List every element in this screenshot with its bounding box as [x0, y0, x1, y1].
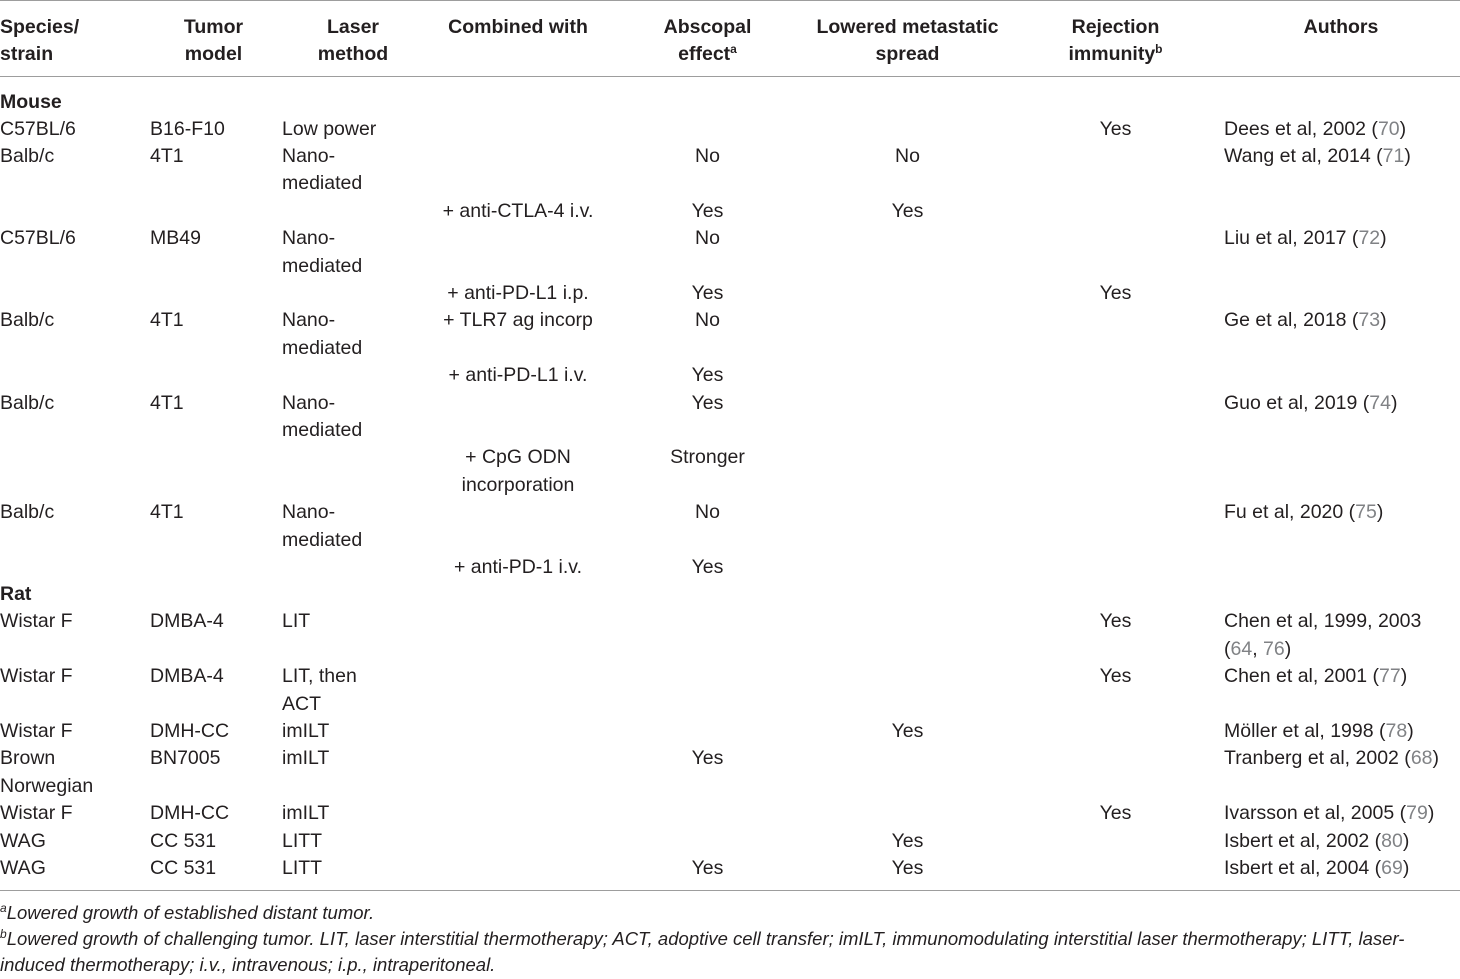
reference-link[interactable]: 77: [1379, 665, 1401, 688]
cell-laser: LIT: [282, 610, 311, 633]
footnote-b: $^b$Lowered growth of challenging tumor. LIT, laser interstitial thermotherapy; ACT, adoptive cell transfer; imILT, immunomodulating interstitial laser thermotherapy; LITT, laser-induced thermotherapy; i.v., intravenous; i.p., intraperitoneal.: [0, 927, 1405, 975]
cell-combined: + anti-PD-L1 i.v.: [448, 364, 588, 387]
cell-species: Wistar F: [0, 665, 73, 688]
cell-metastatic: No: [895, 144, 920, 167]
cell-metastatic: [806, 444, 1009, 499]
cell-rejection: [1009, 745, 1222, 800]
cell-metastatic: [806, 554, 1009, 581]
author-text: Tranberg et al, 2002 (: [1224, 747, 1411, 770]
reference-link[interactable]: 69: [1381, 857, 1403, 880]
table-row: [0, 499, 1460, 554]
cell-abscopal: [609, 828, 806, 855]
cell-tumor: CC 531: [148, 855, 279, 891]
reference-link[interactable]: 80: [1381, 829, 1403, 852]
author-text: Liu et al, 2017 (: [1224, 227, 1359, 250]
cell-species: [0, 280, 148, 307]
cell-authors: [1222, 143, 1460, 198]
cell-metastatic: Yes: [891, 199, 924, 222]
table-row: [0, 718, 1460, 745]
cell-authors: [1222, 444, 1460, 499]
table-row: [0, 800, 1460, 827]
cell-rejection: Yes: [1099, 665, 1132, 688]
cell-authors: [1222, 225, 1460, 280]
header-abscopal: Abscopal effect$^a$: [609, 3, 806, 76]
cell-laser: Nano- mediated: [282, 501, 363, 551]
cell-authors: [1222, 116, 1460, 143]
cell-abscopal: No: [695, 501, 720, 524]
table-row: [0, 608, 1460, 663]
header-rejection: Rejection immunity$^b$: [1009, 3, 1222, 76]
cell-metastatic: [806, 307, 1009, 362]
cell-authors: [1222, 745, 1460, 800]
reference-link[interactable]: 75: [1355, 501, 1377, 524]
table-row: [0, 828, 1460, 855]
cell-authors: [1222, 307, 1460, 362]
cell-metastatic: [806, 390, 1009, 445]
author-text-tail: ): [1399, 117, 1407, 140]
cell-laser: Nano- mediated: [282, 391, 363, 441]
table-row: [0, 198, 1460, 225]
author-text: Chen et al, 2001 (: [1224, 665, 1380, 688]
cell-abscopal: [609, 608, 806, 663]
header-species: Species/ strain: [0, 3, 148, 76]
cell-species: Wistar F: [0, 610, 73, 633]
cell-laser: Low power: [282, 117, 377, 140]
reference-link[interactable]: 71: [1382, 144, 1405, 167]
cell-abscopal: Yes: [691, 391, 724, 414]
cell-tumor: 4T1: [150, 144, 184, 167]
cell-metastatic: Yes: [891, 720, 924, 743]
author-text: Isbert et al, 2002 (: [1224, 829, 1382, 852]
cell-metastatic: [806, 608, 1009, 663]
cell-rejection: [1009, 225, 1222, 280]
table-row: [0, 362, 1460, 389]
author-text: Möller et al, 1998 (: [1224, 720, 1386, 743]
cell-tumor: CC 531: [150, 829, 217, 852]
cell-abscopal: Yes: [691, 281, 724, 304]
cell-species: [0, 554, 148, 581]
author-text: Isbert et al, 2004 (: [1224, 857, 1382, 880]
cell-tumor: [148, 554, 279, 581]
cell-authors: [1222, 554, 1460, 581]
cell-laser: [279, 280, 427, 307]
reference-link[interactable]: 68: [1410, 747, 1433, 770]
cell-abscopal: Yes: [691, 364, 724, 387]
cell-metastatic: [806, 116, 1009, 143]
cell-authors: [1222, 663, 1460, 718]
cell-authors: [1222, 362, 1460, 389]
cell-laser: Nano- mediated: [282, 309, 363, 359]
cell-laser: imILT: [282, 720, 330, 743]
table-row: [0, 444, 1460, 499]
cell-laser: LITT: [282, 829, 323, 852]
cell-rejection: [1009, 307, 1222, 362]
cell-combined: [427, 499, 609, 554]
reference-link[interactable]: 72: [1358, 227, 1381, 250]
cell-rejection: [1009, 718, 1222, 745]
cell-tumor: [148, 198, 279, 225]
table-row: [0, 554, 1460, 581]
reference-link[interactable]: 78: [1385, 720, 1408, 743]
cell-abscopal: Yes: [609, 855, 806, 891]
cell-rejection: [1009, 444, 1222, 499]
reference-link[interactable]: 74: [1369, 391, 1391, 414]
cell-species: Brown Norwegian: [0, 747, 94, 797]
footnote-a: $^a$Lowered growth of established distant tumor.: [0, 901, 375, 923]
reference-link[interactable]: 70: [1377, 117, 1400, 140]
cell-tumor: [148, 444, 279, 499]
table-row: [0, 745, 1460, 800]
cell-tumor: DMBA-4: [150, 610, 224, 633]
reference-link[interactable]: 79: [1406, 802, 1428, 825]
cell-combined: [427, 800, 609, 827]
cell-tumor: DMH-CC: [150, 720, 230, 743]
table-row: [0, 307, 1460, 362]
cell-authors: Chen et al, 1999, 2003 (64, 76): [1224, 610, 1422, 660]
author-text: Guo et al, 2019 (: [1224, 391, 1370, 414]
table-row: [0, 143, 1460, 198]
cell-combined: [427, 828, 609, 855]
cell-combined: + anti-PD-L1 i.p.: [447, 281, 589, 304]
header-tumor: Tumor model: [148, 3, 279, 76]
cell-rejection: [1009, 362, 1222, 389]
cell-combined: [427, 855, 609, 891]
cell-tumor: MB49: [150, 227, 201, 250]
table-body: [0, 76, 1460, 891]
cell-laser: imILT: [282, 747, 330, 770]
section-label-rat: Rat: [0, 583, 32, 606]
cell-authors: [1222, 718, 1460, 745]
footnotes: [0, 900, 1460, 978]
cell-species: Wistar F: [0, 802, 73, 825]
cell-combined: [427, 718, 609, 745]
cell-metastatic: Yes: [806, 855, 1009, 891]
cell-combined: [427, 390, 609, 445]
cell-laser: LIT, then ACT: [282, 665, 357, 715]
cell-tumor: 4T1: [150, 309, 184, 332]
author-text: Dees et al, 2002 (: [1224, 117, 1378, 140]
cell-laser: [279, 362, 427, 389]
cell-species: Balb/c: [0, 391, 55, 414]
cell-authors: [1222, 198, 1460, 225]
table-row: [0, 663, 1460, 718]
author-text-tail: ): [1404, 144, 1411, 167]
header-authors: Authors: [1222, 3, 1460, 76]
cell-metastatic: [806, 745, 1009, 800]
author-text: Ivarsson et al, 2005 (: [1224, 802, 1407, 825]
cell-laser: Nano- mediated: [282, 144, 363, 195]
header-row: [0, 3, 1460, 76]
cell-tumor: 4T1: [150, 391, 184, 414]
author-text-tail: ): [1400, 665, 1408, 688]
cell-species: C57BL/6: [0, 117, 76, 140]
author-text: Ge et al, 2018 (: [1224, 309, 1359, 332]
author-text-tail: ): [1390, 391, 1398, 414]
cell-combined: [427, 608, 609, 663]
cell-species: Wistar F: [0, 720, 73, 743]
cell-combined: + TLR7 ag incorp: [443, 309, 593, 332]
cell-metastatic: [806, 225, 1009, 280]
table-row: [0, 390, 1460, 445]
cell-species: [0, 198, 148, 225]
cell-species: Balb/c: [0, 501, 55, 524]
cell-abscopal: No: [695, 144, 720, 167]
author-text-tail: ): [1407, 720, 1414, 743]
cell-authors: [1222, 800, 1460, 827]
cell-rejection: Yes: [1099, 117, 1132, 140]
cell-laser: Nano- mediated: [282, 227, 363, 277]
cell-tumor: [148, 362, 279, 389]
reference-link[interactable]: 64: [1230, 637, 1253, 660]
cell-laser: [279, 198, 427, 225]
cell-abscopal: [609, 116, 806, 143]
cell-abscopal: Yes: [691, 747, 724, 770]
author-text: Fu et al, 2020 (: [1224, 501, 1356, 524]
table-row: [0, 116, 1460, 143]
cell-authors: [1222, 828, 1460, 855]
cell-authors: [1222, 390, 1460, 445]
cell-combined: [427, 116, 609, 143]
cell-species: C57BL/6: [0, 227, 76, 250]
cell-tumor: BN7005: [150, 747, 221, 770]
header-metastatic: Lowered metastatic spread: [806, 3, 1009, 76]
cell-tumor: B16-F10: [150, 117, 225, 140]
cell-abscopal: No: [695, 227, 720, 250]
cell-rejection: [1009, 855, 1222, 891]
cell-combined: [427, 225, 609, 280]
cell-abscopal: Yes: [691, 556, 724, 578]
author-text-tail: ): [1376, 501, 1384, 524]
author-text-tail: ): [1380, 227, 1387, 250]
table-row: [0, 280, 1460, 307]
cell-tumor: 4T1: [150, 501, 184, 524]
cell-abscopal: [609, 663, 806, 718]
cell-laser: LITT: [279, 855, 427, 891]
reference-link[interactable]: 76: [1263, 637, 1285, 660]
author-text: Chen et al, 1999, 2003 (: [1224, 610, 1422, 660]
header-combined: Combined with: [427, 3, 609, 76]
cell-laser: [279, 554, 427, 581]
cell-species: [0, 362, 148, 389]
cell-tumor: [148, 280, 279, 307]
cell-laser: imILT: [282, 802, 330, 825]
author-text-tail: ): [1402, 857, 1410, 880]
section-row-mouse: [0, 76, 1460, 116]
cell-metastatic: Yes: [891, 829, 924, 852]
author-text-tail: ): [1432, 747, 1440, 770]
cell-metastatic: [806, 499, 1009, 554]
cell-authors: [1222, 499, 1460, 554]
cell-combined: [427, 745, 609, 800]
author-text-tail: ): [1380, 309, 1387, 332]
cell-metastatic: [806, 362, 1009, 389]
cell-abscopal: Stronger: [670, 446, 745, 469]
cell-metastatic: [806, 280, 1009, 307]
table-row: [0, 855, 1460, 891]
cell-species: Balb/c: [0, 309, 55, 332]
cell-rejection: [1009, 828, 1222, 855]
cell-species: [0, 444, 148, 499]
table-row: [0, 225, 1460, 280]
cell-rejection: [1009, 499, 1222, 554]
header-laser: Laser method: [279, 3, 427, 76]
cell-tumor: DMH-CC: [150, 802, 230, 825]
cell-abscopal: Yes: [691, 199, 724, 222]
author-text-tail: ): [1427, 802, 1435, 825]
cell-rejection: [1009, 390, 1222, 445]
cell-combined: + anti-CTLA-4 i.v.: [442, 199, 594, 222]
cell-rejection: [1009, 198, 1222, 225]
cell-rejection: Yes: [1099, 610, 1132, 633]
cell-authors: [1222, 280, 1460, 307]
cell-combined: [427, 143, 609, 198]
cell-metastatic: [806, 663, 1009, 718]
cell-species: WAG: [0, 855, 148, 891]
author-text-tail: ): [1402, 829, 1410, 852]
cell-rejection: Yes: [1099, 281, 1132, 304]
cell-rejection: Yes: [1099, 802, 1132, 825]
reference-link[interactable]: 73: [1358, 309, 1381, 332]
cell-authors: [1222, 855, 1460, 891]
cell-laser: [279, 444, 427, 499]
cell-combined: + anti-PD-1 i.v.: [453, 556, 583, 578]
cell-species: Balb/c: [0, 144, 55, 167]
cell-rejection: [1009, 554, 1222, 581]
cell-combined: [427, 663, 609, 718]
cell-tumor: DMBA-4: [150, 665, 224, 688]
section-row-rat: [0, 581, 1460, 608]
cell-abscopal: No: [695, 309, 720, 332]
cell-metastatic: [806, 800, 1009, 827]
cell-abscopal: [609, 718, 806, 745]
section-label-mouse: Mouse: [0, 90, 62, 113]
cell-abscopal: [609, 800, 806, 827]
cell-species: WAG: [0, 829, 46, 852]
cell-combined: + CpG ODN incorporation: [461, 446, 575, 496]
author-text: Wang et al, 2014 (: [1224, 144, 1383, 167]
cell-rejection: [1009, 143, 1222, 198]
author-text-tail: ): [1284, 637, 1292, 660]
